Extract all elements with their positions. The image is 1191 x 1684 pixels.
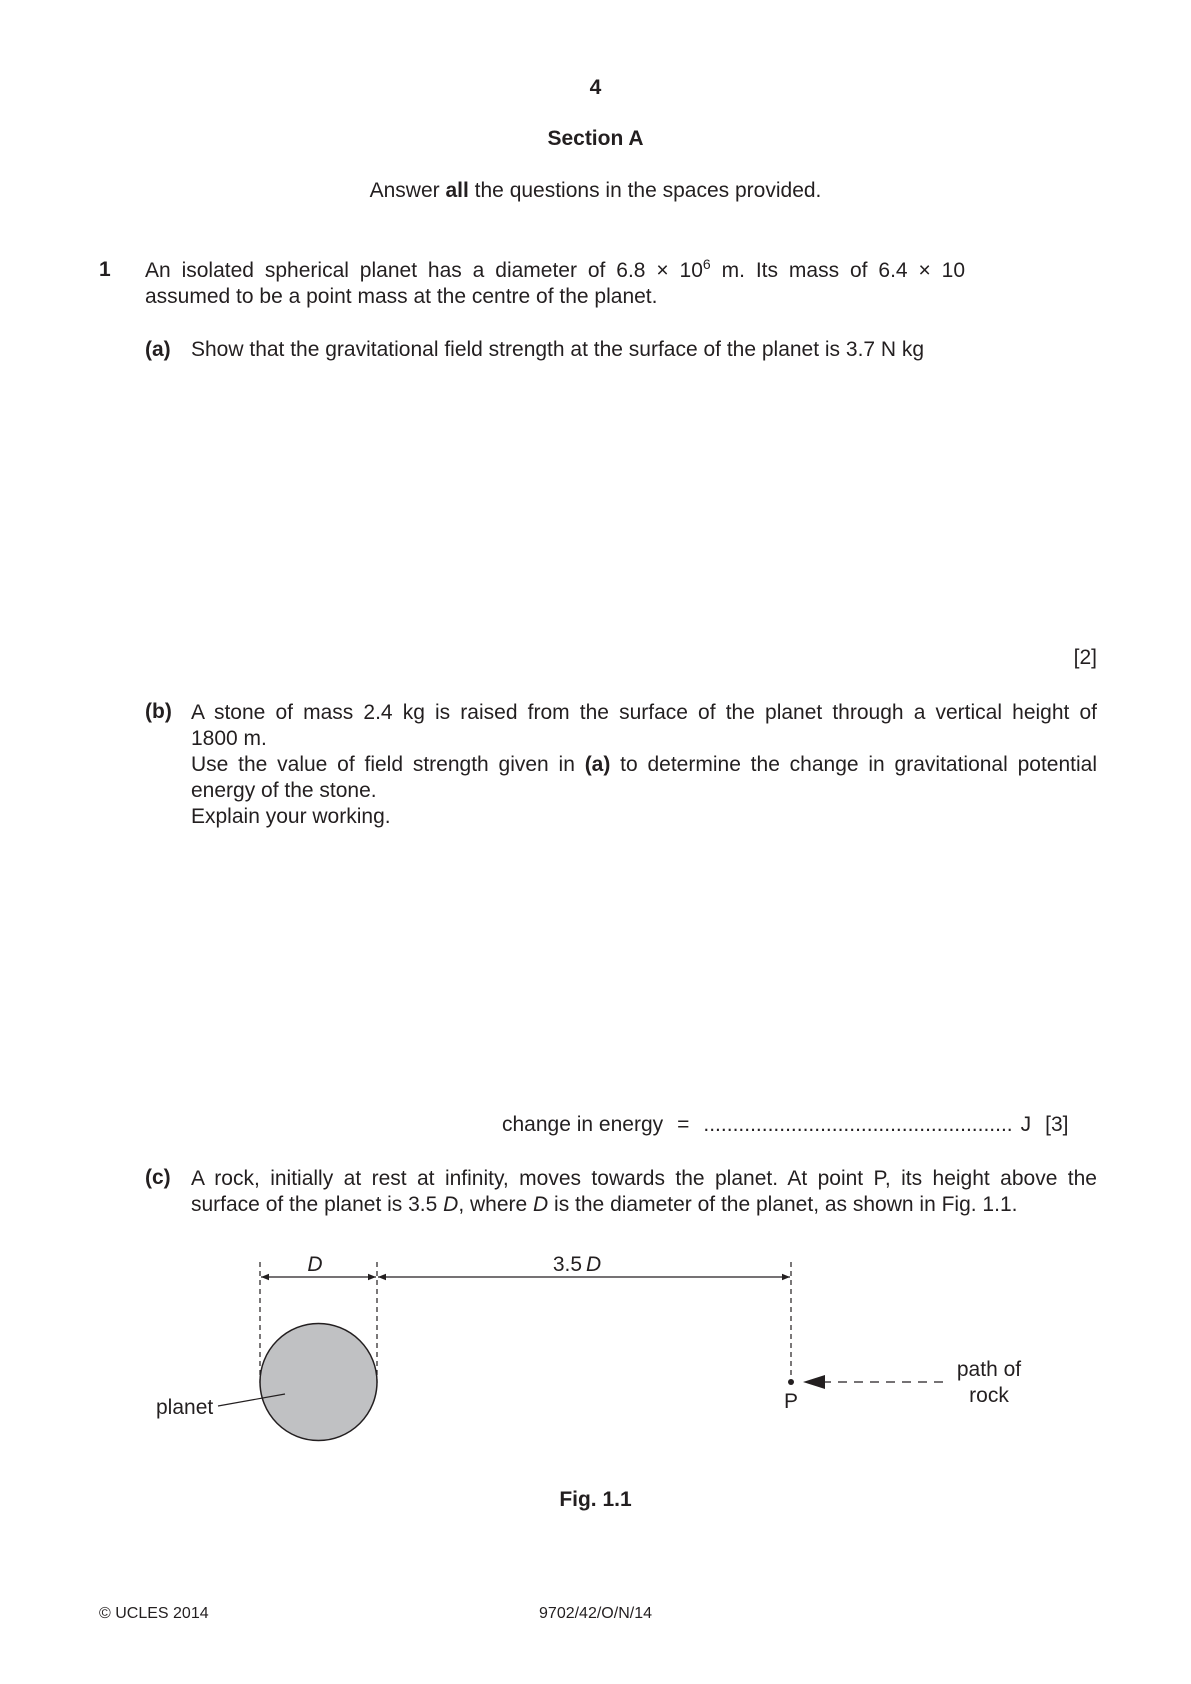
question-stem-line2: assumed to be a point mass at the centre of the planet. xyxy=(145,285,658,308)
stem-exponent: 6 xyxy=(702,256,711,272)
stem-text-b: m. Its mass of 6.4 × 10 xyxy=(710,259,965,282)
part-b-line5: Explain your working. xyxy=(191,805,391,828)
part-b-label: (b) xyxy=(145,700,172,723)
rock-path-arrowhead xyxy=(803,1375,825,1389)
label-3-5-D: D xyxy=(586,1253,602,1276)
instruction-before: Answer xyxy=(369,179,446,202)
part-c-line1: A rock, initially at rest at infinity, moves towards the planet. At point P, its height above the xyxy=(191,1167,1097,1190)
answer-label: change in energy xyxy=(502,1113,664,1136)
part-b-line3-ref: (a) xyxy=(584,753,611,776)
part-b-line3-b: to determine the change in gravitational potential xyxy=(610,753,1097,776)
page-number: 4 xyxy=(589,76,602,99)
answer-equals: = xyxy=(677,1113,690,1136)
rock-path-label-1: path of xyxy=(956,1358,1022,1381)
part-a-marks: [2] xyxy=(1073,646,1097,669)
part-c-line2-D2: D xyxy=(533,1193,549,1216)
part-b-marks: [3] xyxy=(1045,1113,1069,1136)
instruction-after: the questions in the spaces provided. xyxy=(468,179,822,202)
point-p-label: P xyxy=(783,1390,799,1413)
part-c-line2-b: , where xyxy=(458,1193,534,1216)
answer-unit: J xyxy=(1020,1113,1032,1136)
part-c-line2-a: surface of the planet is 3.5 xyxy=(191,1193,444,1216)
label-3-5: 3.5 xyxy=(552,1253,583,1276)
part-c-label: (c) xyxy=(145,1166,171,1189)
stem-text-a: An isolated spherical planet has a diameter of 6.8 × 10 xyxy=(145,259,703,282)
dimension-label-D: D xyxy=(307,1253,323,1276)
question-number: 1 xyxy=(99,258,111,281)
figure-caption: Fig. 1.1 xyxy=(559,1488,632,1511)
answer-dots[interactable]: ..................................................... xyxy=(703,1113,1013,1136)
section-title: Section A xyxy=(547,127,644,150)
planet-label: planet xyxy=(156,1396,214,1419)
part-b-line4: energy of the stone. xyxy=(191,779,377,802)
part-a-text: Show that the gravitational field strength at the surface of the planet is 3.7 N kg xyxy=(191,338,925,361)
dimension-label-3-5D xyxy=(553,1253,601,1276)
footer-code: 9702/42/O/N/14 xyxy=(539,1605,652,1622)
part-b-line2: 1800 m. xyxy=(191,727,267,750)
part-c-line2-c: is the diameter of the planet, as shown in Fig. 1.1. xyxy=(548,1193,1018,1216)
footer-copyright: © UCLES 2014 xyxy=(99,1605,209,1622)
rock-path-label-2: rock xyxy=(969,1384,1009,1407)
part-b-line1: A stone of mass 2.4 kg is raised from the surface of the planet through a vertical height of xyxy=(191,701,1097,724)
planet-circle xyxy=(260,1324,377,1441)
part-b-line3-a: Use the value of field strength given in xyxy=(191,753,585,776)
point-p-dot xyxy=(788,1379,794,1385)
instruction-bold: all xyxy=(445,179,469,202)
part-a-label: (a) xyxy=(145,338,171,361)
part-c-line2-D1: D xyxy=(443,1193,459,1216)
